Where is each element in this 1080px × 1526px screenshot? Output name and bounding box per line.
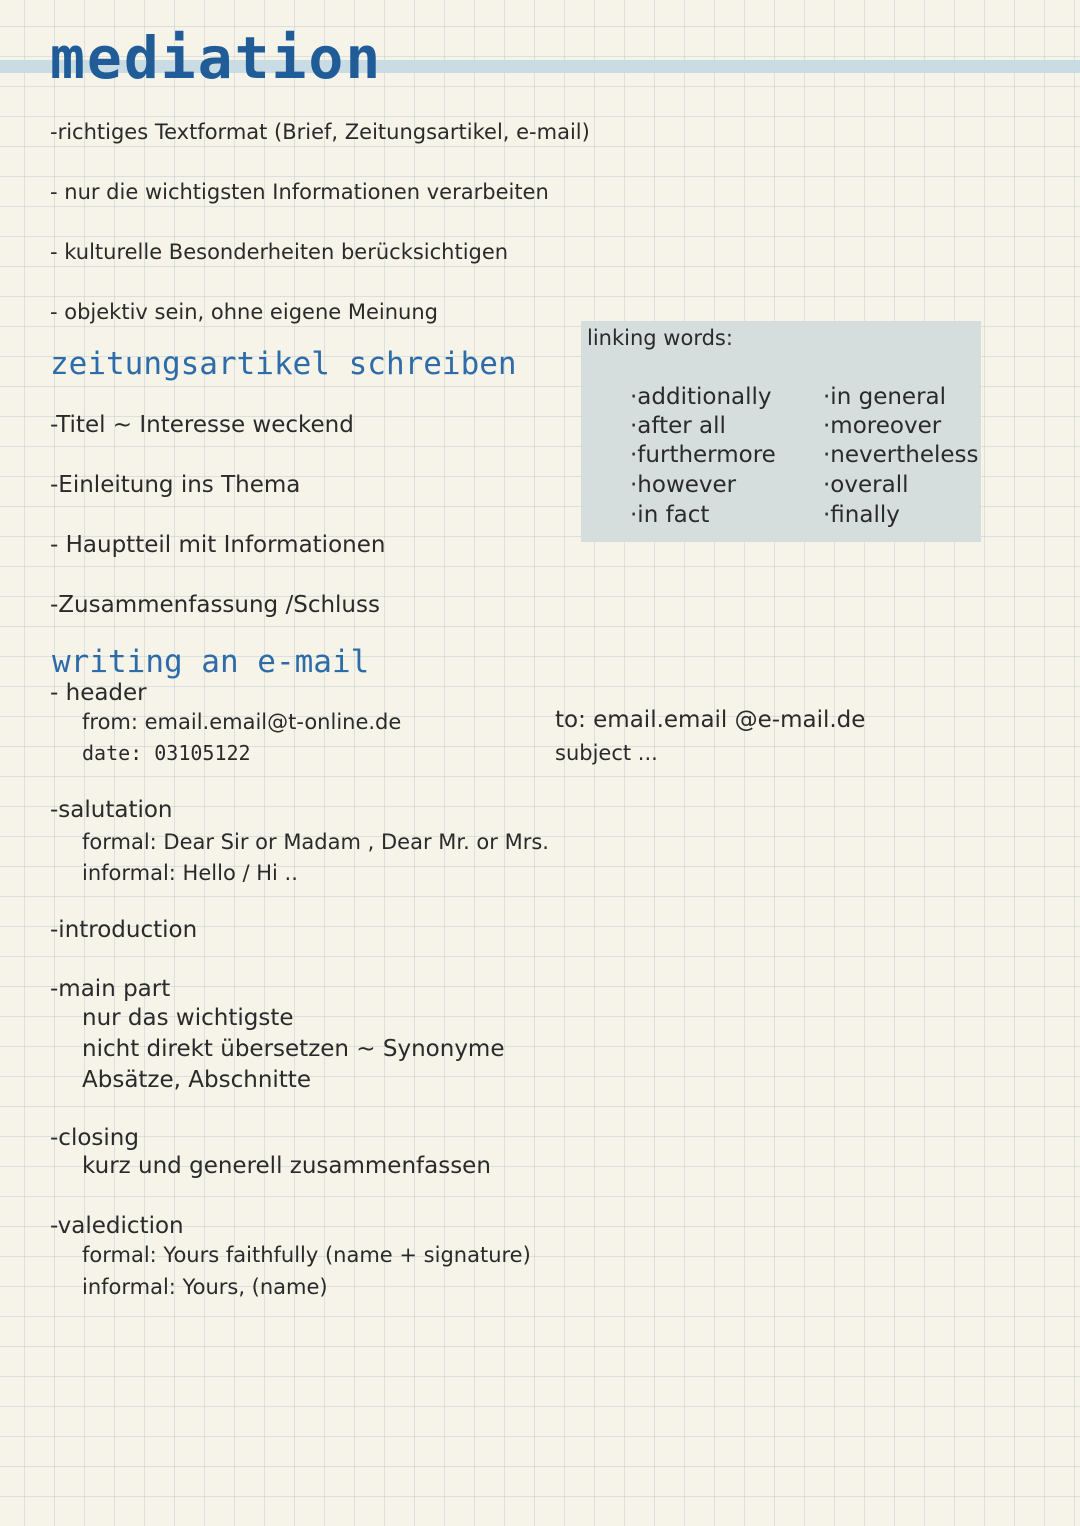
valediction-informal: informal: Yours, (name) [82,1275,328,1299]
main-part-line: nur das wichtigste [82,1005,294,1031]
main-part-line: Absätze, Abschnitte [82,1067,311,1093]
linking-word: ·furthermore [630,442,776,468]
linking-word: ·moreover [823,413,942,439]
linking-word: ·in fact [630,502,710,528]
linking-word: ·nevertheless [823,442,979,468]
intro-point-2: - nur die wichtigsten Informationen verarbeiten [50,180,549,204]
article-heading: zeitungsartikel schreiben [50,346,517,382]
linking-word: ·in general [823,384,947,410]
article-point-1: -Titel ~ Interesse weckend [50,412,354,438]
linking-word: ·after all [630,413,726,439]
email-to: to: email.email @e-mail.de [555,707,866,733]
email-from: from: email.email@t-online.de [82,710,402,734]
main-part-line: nicht direkt übersetzen ~ Synonyme [82,1036,505,1062]
article-point-4: -Zusammenfassung /Schluss [50,592,380,618]
salutation-label: -salutation [50,797,173,823]
closing-line: kurz und generell zusammenfassen [82,1153,491,1179]
introduction-label: -introduction [50,917,198,943]
closing-label: -closing [50,1125,139,1151]
intro-point-1: -richtiges Textformat (Brief, Zeitungsartikel, e-mail) [50,120,590,144]
article-point-2: -Einleitung ins Thema [50,472,301,498]
email-heading: writing an e-mail [52,644,370,680]
article-point-3: - Hauptteil mit Informationen [50,532,386,558]
email-date: date: 03105122 [82,741,251,765]
linking-word: ·additionally [630,384,772,410]
linking-words-label: linking words: [587,326,733,350]
email-header-label: - header [50,680,147,706]
linking-word: ·however [630,472,737,498]
intro-point-4: - objektiv sein, ohne eigene Meinung [50,300,438,324]
intro-point-3: - kulturelle Besonderheiten berücksichtigen [50,240,509,264]
salutation-informal: informal: Hello / Hi .. [82,861,298,885]
linking-word: ·finally [823,502,900,528]
linking-word: ·overall [823,472,909,498]
page-title: mediation [50,24,383,92]
valediction-label: -valediction [50,1213,184,1239]
main-part-label: -main part [50,976,171,1002]
email-subject: subject ... [555,741,658,765]
salutation-formal: formal: Dear Sir or Madam , Dear Mr. or Mrs. [82,830,549,854]
valediction-formal: formal: Yours faithfully (name + signature) [82,1243,531,1267]
